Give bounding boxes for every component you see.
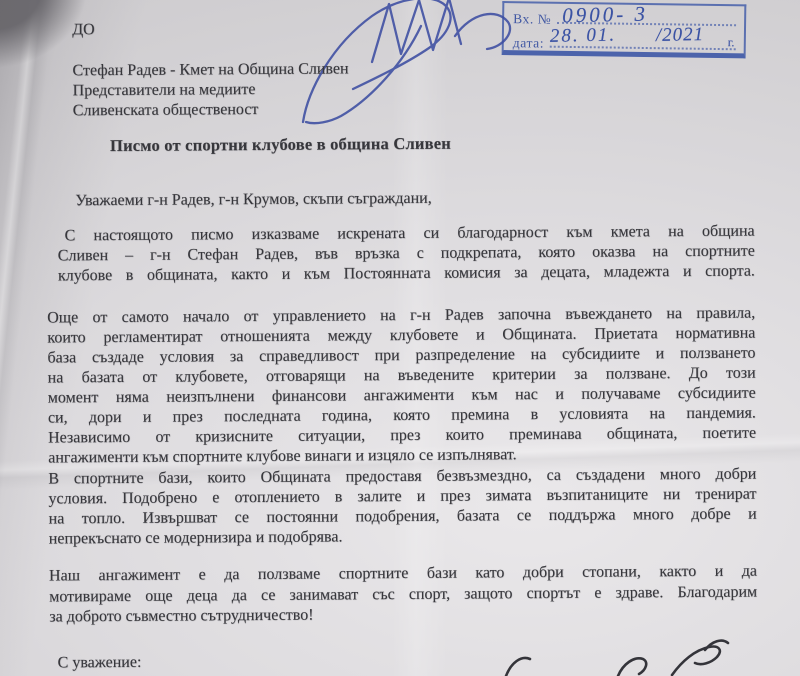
body-line: условия. Подобрено е отоплението в залите и през зимата възпитаниците ни тренират <box>48 485 757 508</box>
salutation: Уважаеми г-н Радев, г-н Крумов, скъпи съграждани, <box>75 189 432 210</box>
stamp-number-value: 0900- 3 <box>561 1 649 28</box>
body-line: момент няма неизпълнени финансови ангажименти към нас и получаваме субсидиите <box>47 384 756 407</box>
body-line: клубове в общината, както и към Постоянната комисия за децата, младежта и спорта. <box>57 262 755 285</box>
paragraph <box>48 465 757 550</box>
paragraph <box>49 562 757 628</box>
to-label: ДО <box>72 21 95 39</box>
body-line: които регламентират отношенията между клубовете и Общината. Приетата нормативна <box>47 324 756 347</box>
closing: С уважение: <box>57 653 142 671</box>
recipient-line: Представители на медиите <box>72 81 256 100</box>
body-line: В спортните бази, които Общината предоставя безвъзмездно, са създадени много добри <box>48 465 757 488</box>
body-line: за доброто съвместно сътрудничество! <box>49 606 314 626</box>
body-line: непрекъснато се модернизира и подобрява. <box>48 528 343 548</box>
body-line: Сливен – г-н Стефан Радев, във връзка с подкрепата, която оказва на спортните <box>57 242 755 265</box>
letter-body <box>47 222 758 628</box>
recipient-line: Сливенската общественост <box>72 100 259 120</box>
body-line: С настоящото писмо изказваме искрената си благодарност към кмета на община <box>64 222 755 245</box>
recipient-lines <box>72 57 753 122</box>
body-line: Още от самото начало от управлението на г-н Радев започна въвеждането на правила, <box>47 304 756 327</box>
body-line: ангажименти към спортните клубове винаги и изцяло се изпълняват. <box>48 446 517 467</box>
body-line: на топло. Извършват се постоянни подобрения, базата се поддържа много добре и <box>48 505 757 528</box>
paragraph <box>47 304 756 469</box>
body-line: Независимо от кризисните ситуации, през които преминава общината, поетите <box>47 424 757 447</box>
stamp-number-label: Вх. № <box>513 11 552 27</box>
body-line: мотивираме още деца да се занимават със спорт, защото спортът е здраве. Благодарим <box>49 583 758 605</box>
letter-title: Писмо от спортни клубове в община Сливен <box>109 133 451 156</box>
stamp-date-label: дата: <box>512 35 545 51</box>
stamp-date-value: 28. 01. <box>549 24 617 47</box>
stamp-year-suffix: г. <box>727 35 735 50</box>
paragraph <box>58 222 755 287</box>
body-line: на базата от клубовете, отговарящи на въведените критерии за ползване. До този <box>47 364 756 387</box>
body-line: си, дори и през последната година, която премина в условията на пандемия. <box>47 404 756 427</box>
body-line: база създаде условия за справедливост при разпределение на субсидиите и ползването <box>47 344 756 367</box>
stamp-year-value: /2021 <box>655 23 705 46</box>
recipient-line: Стефан Радев - Кмет на Община Сливен <box>72 60 349 80</box>
body-line: Наш ангажимент е да ползваме спортните бази като добри стопани, както и да <box>48 562 758 585</box>
